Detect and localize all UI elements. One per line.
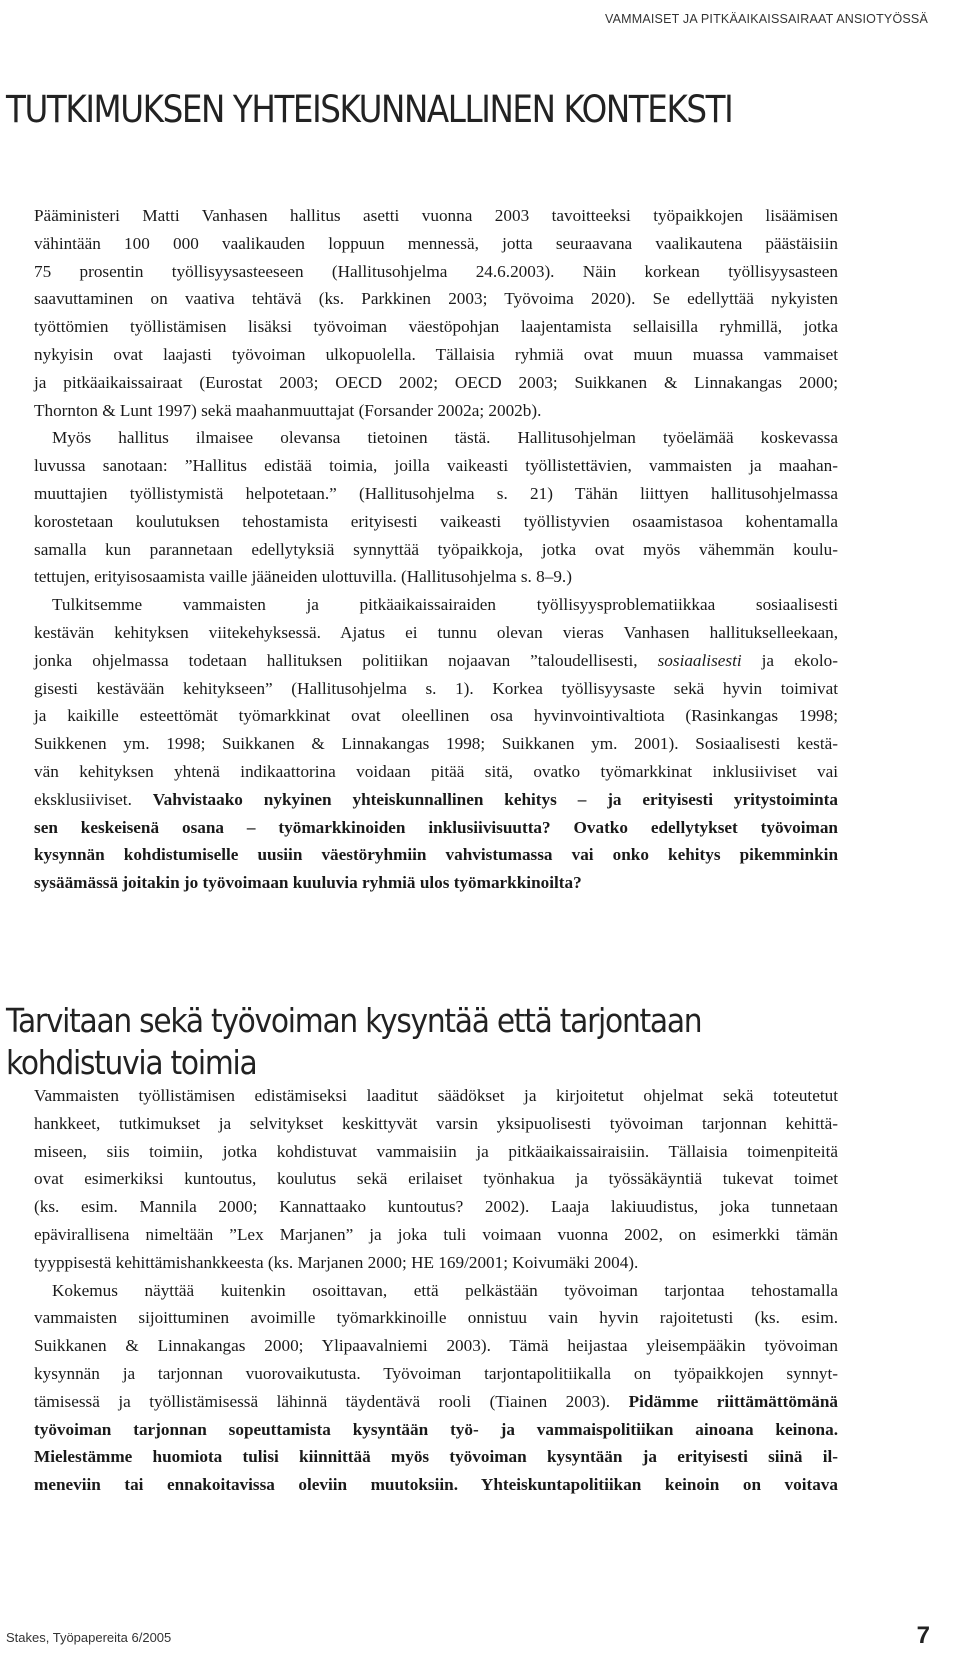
text-line: Suikkanen & Linnakangas 2000; Ylipaavalniemi 2003). Tämä heijastaa yleisempääkin työvoiman: [34, 1336, 838, 1356]
bold-text-line: meneviin tai ennakoitavissa oleviin muutoksiin. Yhteiskuntapolitiikan keinoin on voitava: [34, 1475, 838, 1495]
text-line: tyyppisestä kehittämishankkeesta (ks. Marjanen 2000; HE 169/2001; Koivumäki 2004).: [34, 1252, 639, 1272]
text-line: työttömien työllistämisen lisäksi työvoiman väestöpohjan laajentamista sellaisilla ryhmillä, jotka: [34, 317, 838, 337]
running-head: VAMMAISET JA PITKÄAIKAISSAIRAAT ANSIOTYÖSSÄ: [604, 12, 928, 26]
text-line: miseen, siis toimiin, jotka kohdistuvat vammaisiin ja pitkäaikaissairaisiin. Tällaisia toimenpiteitä: [34, 1141, 838, 1161]
text-line: saavuttaminen on vaativa tehtävä (ks. Parkkinen 2003; Työvoima 2020). Se edellyttää nykyisten: [34, 289, 838, 309]
section-heading: TUTKIMUKSEN YHTEISKUNNALLINEN KONTEKSTI: [6, 88, 733, 131]
text-line: vammaisten sijoittuminen avoimille työmarkkinoille onnistuu vain hyvin rajoitetusti (ks. esim.: [34, 1308, 838, 1328]
bold-text-line: työvoiman tarjonnan sopeuttamista kysyntään työ- ja vammaispolitiikan ainoana keinona.: [34, 1419, 838, 1439]
text-run: ja ekolo-: [741, 650, 838, 670]
text-line: Myös hallitus ilmaisee olevansa tietoinen tästä. Hallitusohjelman työelämää koskevassa: [52, 428, 838, 448]
bold-text-line: kysynnän kohdistumiselle uusiin väestöryhmiin vahvistumassa vai onko kehitys pikemminkin: [34, 845, 838, 865]
text-line: (ks. esim. Mannila 2000; Kannattaako kuntoutus? 2002). Laaja lakiuudistus, joka tunnetaan: [34, 1197, 838, 1217]
text-line: luvussa sanotaan: ”Hallitus edistää toimia, joilla vaikeasti työllistettävien, vammaisten ja maahan-: [34, 456, 838, 476]
text-line: Tulkitsemme vammaisten ja pitkäaikaissairaiden työllisyysproblematiikkaa sosiaalisesti: [52, 595, 838, 615]
text-run: eksklusiiviset.: [34, 789, 153, 809]
text-line: ja pitkäaikaissairaat (Eurostat 2003; OECD 2002; OECD 2003; Suikkanen & Linnakangas 2000;: [34, 372, 838, 392]
text-line: vän kehityksen yhtenä indikaattorina voidaan pitää sitä, ovatko työmarkkinat inklusiiviset vai: [34, 761, 838, 781]
page-number: 7: [916, 1622, 930, 1649]
text-line: Suikkenen ym. 1998; Suikkanen & Linnakangas 1998; Suikkanen ym. 2001). Sosiaalisesti kestä-: [34, 734, 838, 754]
text-run: tämisessä ja työllistämisessä lähinnä täydentävä rooli (Tiainen 2003).: [34, 1391, 629, 1411]
bold-text-run: Vahvistaako nykyinen yhteiskunnallinen kehitys – ja erityisesti yritystoiminta: [152, 789, 838, 809]
text-line: Pääministeri Matti Vanhasen hallitus asetti vuonna 2003 tavoitteeksi työpaikkojen lisäämisen: [34, 206, 838, 225]
footer-publication: Stakes, Työpapereita 6/2005: [6, 1630, 172, 1645]
subsection-heading: [6, 1000, 780, 1084]
text-line: gisesti kestävään kehitykseen” (Hallitusohjelma s. 1). Korkea työllisyysaste sekä hyvin toimivat: [34, 678, 838, 698]
text-line: kestävän kehityksen viitekehyksessä. Ajatus ei tunnu olevan vieras Vanhasen hallitukselleekaan,: [34, 622, 838, 642]
text-line: [34, 647, 838, 675]
text-line: hankkeet, tutkimukset ja selvitykset keskittyvät varsin yksipuolisesti työvoiman tarjonnan kehittä-: [34, 1113, 838, 1133]
subsection-body: [34, 1082, 838, 1499]
text-line: epävirallisena nimeltään ”Lex Marjanen” ja joka tuli voimaan vuonna 2002, on esimerkki tämän: [34, 1224, 838, 1244]
subsection-heading-line: kohdistuvia toimia: [6, 1043, 257, 1082]
text-line: ja kaikille esteettömät työmarkkinat ovat oleellinen osa hyvinvointivaltiota (Rasinkangas 1998;: [34, 706, 838, 726]
text-line: 75 prosentin työllisyysasteeseen (Hallitusohjelma 24.6.2003). Näin korkean työllisyysasteen: [34, 261, 838, 281]
section-body: [34, 202, 838, 897]
text-line: korostetaan koulutuksen tehostamista erityisesti vaikeasti työllistyvien osaamistasoa kohentamalla: [34, 511, 838, 531]
text-line: kysynnän ja tarjonnan vuorovaikutusta. Työvoiman tarjontapolitiikalla on työpaikkojen synnyt-: [34, 1363, 838, 1383]
bold-text-line: Mielestämme huomiota tulisi kiinnittää myös työvoiman kysyntään ja erityisesti siinä il-: [34, 1447, 838, 1467]
text-line: [34, 1388, 838, 1416]
bold-text-line: sen keskeisenä osana – työmarkkinoiden inklusiivisuutta? Ovatko edellytykset työvoiman: [34, 817, 838, 837]
text-line: Kokemus näyttää kuitenkin osoittavan, että pelkästään työvoiman tarjontaa tehostamalla: [52, 1280, 838, 1300]
text-run: jonka ohjelmassa todetaan hallituksen politiikan nojaavan ”taloudellisesti,: [34, 650, 658, 670]
italic-term: sosiaalisesti: [657, 650, 742, 670]
subsection-heading-line: Tarvitaan sekä työvoiman kysyntää että tarjontaan: [6, 1001, 702, 1040]
text-line: ovat esimerkiksi kuntoutus, koulutus sekä erilaiset työnhakua ja työssäkäyntiä tukevat toimet: [34, 1169, 838, 1189]
text-line: Thornton & Lunt 1997) sekä maahanmuuttajat (Forsander 2002a; 2002b).: [34, 400, 542, 420]
text-line: [34, 786, 838, 814]
bold-text-line: sysäämässä joitakin jo työvoimaan kuuluvia ryhmiä ulos työmarkkinoilta?: [34, 873, 582, 893]
bold-text-run: Pidämme riittämättömänä: [628, 1391, 838, 1411]
text-line: tettujen, erityisosaamista vaille jääneiden ulottuvilla. (Hallitusohjelma s. 8–9.): [34, 567, 572, 587]
text-line: nykyisin ovat laajasti työvoiman ulkopuolella. Tällaisia ryhmiä ovat muun muassa vammaiset: [34, 344, 838, 364]
text-line: samalla kun parannetaan edellytyksiä synnyttää työpaikkoja, jotka ovat myös vähemmän koulu-: [34, 539, 838, 559]
text-line: vähintään 100 000 vaalikauden loppuun mennessä, jotta seuraavana vaalikautena päästäisiin: [34, 233, 838, 253]
text-line: Vammaisten työllistämisen edistämiseksi laaditut säädökset ja kirjoitetut ohjelmat sekä toteutetut: [34, 1086, 838, 1105]
text-line: muuttajien työllistymistä helpotetaan.” (Hallitusohjelma s. 21) Tähän liittyen hallitusohjelmassa: [34, 483, 838, 503]
